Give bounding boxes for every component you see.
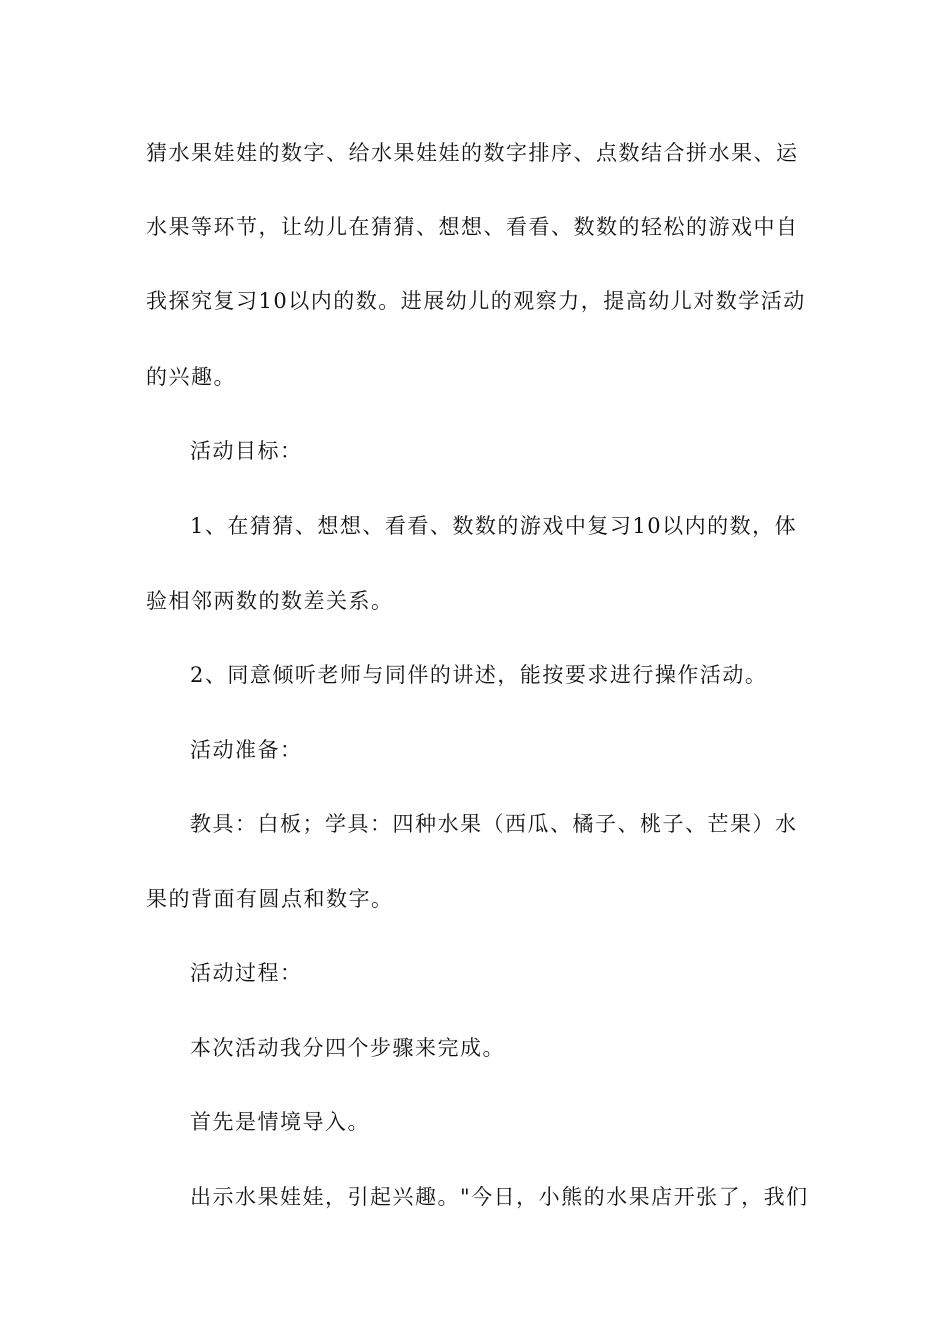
paragraph-line: 验相邻两数的数差关系。 xyxy=(146,589,394,613)
paragraph-line: 教具：白板；学具：四种水果（西瓜、橘子、桃子、芒果）水 xyxy=(190,812,798,836)
paragraph-line: 水果等环节，让幼儿在猜猜、想想、看看、数数的轻松的游戏中自 xyxy=(146,215,799,239)
section-heading: 活动目标： xyxy=(190,439,303,463)
paragraph-line: 首先是情境导入。 xyxy=(190,1110,370,1134)
paragraph-line: 2、同意倾听老师与同伴的讲述，能按要求进行操作活动。 xyxy=(190,663,768,687)
paragraph-line: 我探究复习10以内的数。进展幼儿的观察力，提高幼儿对数学活动 xyxy=(146,289,806,313)
paragraph-line: 出示水果娃娃，引起兴趣。"今日，小熊的水果店开张了，我们 xyxy=(190,1185,809,1209)
paragraph-line: 的兴趣。 xyxy=(146,365,236,389)
section-heading: 活动过程： xyxy=(190,961,303,985)
paragraph-line: 果的背面有圆点和数字。 xyxy=(146,887,394,911)
paragraph-line: 本次活动我分四个步骤来完成。 xyxy=(190,1036,505,1060)
section-heading: 活动准备： xyxy=(190,738,303,762)
paragraph-line: 1、在猜猜、想想、看看、数数的游戏中复习10以内的数，体 xyxy=(190,514,798,538)
paragraph-line: 猜水果娃娃的数字、给水果娃娃的数字排序、点数结合拼水果、运 xyxy=(146,141,799,165)
